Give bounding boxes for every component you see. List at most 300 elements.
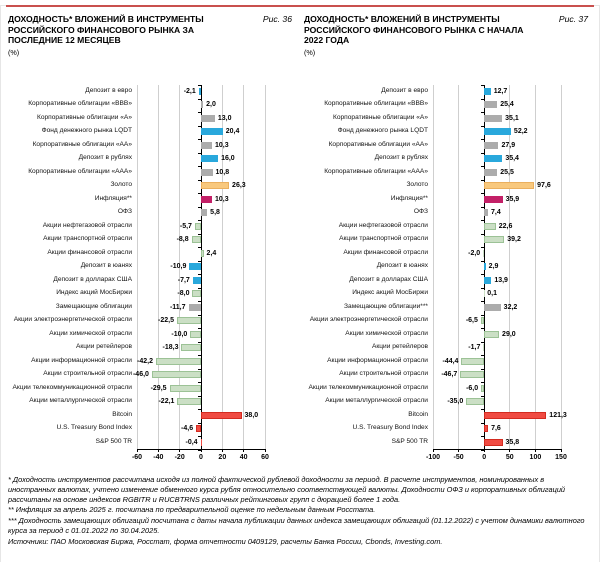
x-axis-tick [243,449,244,452]
value-label: 35,4 [505,155,519,162]
category-label: ОФЗ [413,208,428,216]
x-axis-tick [433,449,434,452]
bar [201,250,204,257]
chart-row [8,287,296,301]
bar [170,385,201,392]
plot-cell [433,112,561,126]
bar [484,277,491,284]
category-label: Bitcoin [408,410,428,418]
plot-cell [137,287,265,301]
category-label: Акции строительной отрасли [43,370,132,378]
chart-row [304,328,592,342]
bar [483,250,484,257]
bar [201,182,229,189]
chart-row [304,85,592,99]
value-label: -44,4 [442,357,459,365]
value-label: 35,9 [505,195,520,203]
value-label: -29,5 [150,384,167,392]
chart-row [304,382,592,396]
x-axis-tick-label: -60 [131,454,143,461]
category-label: Индекс акций МосБиржи [352,289,428,297]
value-label: 121,3 [549,411,567,419]
category-label: Корпоративные облигации «А» [36,113,132,121]
plot-cell [137,341,265,355]
bar [484,101,497,108]
category-label: Акции строительной отрасли [339,370,428,378]
chart-row [8,260,296,274]
bar [190,331,201,338]
x-axis-tick [137,449,138,452]
value-label: 5,8 [210,209,220,216]
chart-row [8,314,296,328]
bar [484,290,485,297]
plot-cell [433,233,561,247]
value-label: -2,0 [468,249,481,257]
chart-row [8,355,296,369]
x-axis-tick [179,449,180,452]
category-label: Инфляция** [390,194,428,202]
chart-row [304,166,592,180]
plot-cell [433,247,561,261]
panel-header [8,14,296,46]
chart-row [304,341,592,355]
value-label: -4,6 [181,425,194,432]
plot-cell [433,179,561,193]
chart-row [304,220,592,234]
value-label: 10,8 [215,168,230,176]
plot-cell [137,422,265,436]
category-label: Акции телекоммуникационной отрасли [12,383,132,391]
value-label: -6,0 [466,384,479,392]
x-axis-tick-label: 60 [261,454,269,461]
plot-cell [137,139,265,153]
plot-cell [137,206,265,220]
bar [461,358,484,365]
x-axis-tick [222,449,223,452]
category-label: Индекс акций МосБиржи [56,289,132,297]
plot-cell [433,395,561,409]
plot-cell [433,274,561,288]
chart-row [304,314,592,328]
bar [484,236,504,243]
value-label: -7,7 [177,276,190,284]
plot-cell [132,368,265,382]
bar [192,290,201,297]
category-label: Корпоративные облигации «ААА» [324,167,428,175]
x-axis-tick-label: 0 [482,454,487,461]
plot-cell [433,328,561,342]
bar [466,398,484,405]
bar [201,142,212,149]
x-axis-tick [201,449,202,452]
plot-cell [137,233,265,247]
category-label: Bitcoin [112,410,132,418]
chart-panel-12-months [8,7,296,467]
bar-chart-12-months [8,85,296,468]
category-label: Корпоративные облигации «АА» [328,140,428,148]
chart-row [8,395,296,409]
bar [484,223,496,230]
value-label: -10,0 [171,330,188,338]
chart-row [8,179,296,193]
plot-cell [137,247,265,261]
plot-cell [137,260,265,274]
category-label: Депозит в евро [85,86,132,94]
category-label: Акции телекоммуникационной отрасли [308,383,428,391]
plot-cell [137,355,265,369]
chart-row [8,247,296,261]
plot-cell [137,98,265,112]
plot-cell [137,314,265,328]
sources-line: Источники: ПАО Московская Биржа, Росстат, форма отчетности 0409129, расчеты Банка России, Cbonds, Investing.com. [8,536,443,546]
bar [481,385,484,392]
bar [484,142,498,149]
bar [481,317,484,324]
bar [199,88,201,95]
category-label: Акции нефтегазовой отрасли [42,221,132,229]
plot-cell [433,382,561,396]
bar [201,128,223,135]
unit-label: (%) [304,47,316,57]
chart-row [8,301,296,315]
x-axis-tick [484,449,485,452]
value-label: 2,9 [488,263,499,270]
plot-cell [433,139,561,153]
plot-cell [137,328,265,342]
chart-row [304,139,592,153]
category-label: S&P 500 TR [95,437,132,445]
category-label: Акции транспортной отрасли [339,235,428,243]
x-axis-tick-label: -50 [453,454,464,461]
bar [484,425,488,432]
plot-cell [433,206,561,220]
value-label: 39,2 [507,236,521,243]
value-label: -42,2 [137,357,153,365]
bar [201,412,242,419]
plot-cell [433,409,567,423]
value-label: 35,8 [505,438,520,446]
value-label: 16,0 [221,155,235,162]
chart-row [304,179,592,193]
value-label: -11,7 [169,303,186,311]
value-label: 12,7 [493,87,508,95]
value-label: -8,0 [177,290,190,297]
category-label: Депозит в рублях [78,154,132,162]
category-label: Корпоративные облигации «ВВВ» [324,100,428,108]
category-label: Корпоративные облигации «ВВВ» [28,100,132,108]
plot-cell [137,193,265,207]
value-label: 13,0 [217,114,232,122]
plot-cell [433,152,561,166]
value-label: -18,3 [162,344,179,351]
category-label: U.S. Treasury Bond Index [56,424,132,432]
category-label: Депозит в юанях [80,262,132,270]
value-label: 38,0 [244,411,259,419]
category-label: Замещающие облигации*** [344,302,428,310]
chart-row [8,166,296,180]
chart-row [304,260,592,274]
bar [484,331,499,338]
category-label: Акции электроэнергетической отрасли [13,316,132,324]
plot-cell [137,301,265,315]
chart-row [304,368,592,382]
category-label: S&P 500 TR [391,437,428,445]
plot-cell [433,220,561,234]
x-axis [425,449,567,467]
x-axis-tick-label: 20 [218,454,227,461]
bar [484,88,491,95]
value-label: -1,7 [468,344,481,351]
bar [484,263,485,270]
category-label: Депозит в рублях [374,154,428,162]
chart-row [8,125,296,139]
value-label: 7,6 [491,425,501,432]
value-label: -5,7 [179,222,192,230]
category-label: Депозит в долларах США [53,275,132,283]
chart-row [304,287,592,301]
chart-row [304,233,592,247]
bar [201,155,218,162]
category-label: Фонд денежного рынка LQDT [41,127,132,135]
value-label: 27,9 [501,141,516,149]
category-label: Корпоративные облигации «АА» [32,140,132,148]
bar [152,371,201,378]
value-label: -46,7 [441,371,458,378]
value-label: 25,4 [500,101,514,108]
category-label: Акции электроэнергетической отрасли [309,316,428,324]
bar [484,155,502,162]
chart-row [8,274,296,288]
category-label: Золото [406,181,428,189]
value-label: 97,6 [537,182,551,189]
category-label: Корпоративные облигации «А» [332,113,428,121]
chart-row [8,368,296,382]
plot-cell [137,395,265,409]
value-label: 32,2 [503,303,518,311]
chart-row [8,152,296,166]
chart-row [304,152,592,166]
category-label: Депозит в юанях [376,262,428,270]
plot-cell [433,422,561,436]
footnote-3: *** Доходность замещающих облигаций посчитана с даты начала публикации данных индекса замещающих облигаций (01.12.2022) с учетом динамики валютного курса за период с 01.01.2022 по 30.04.2025. [8,516,585,535]
value-label: -35,0 [447,398,464,405]
x-axis-tick-label: -40 [153,454,164,461]
category-label: Фонд денежного рынка LQDT [337,127,428,135]
plot-cell [137,125,265,139]
x-axis-tick [535,449,536,452]
plot-cell [137,382,265,396]
plot-cell [137,152,265,166]
chart-row [304,409,592,423]
category-label: Акции транспортной отрасли [43,235,132,243]
category-label: Инфляция** [94,194,132,202]
value-label: 10,3 [214,141,229,149]
footnote-2: ** Инфляция за апрель 2025 г. посчитана по предварительной оценке по недельным данным Росстата. [8,505,376,515]
x-axis-tick-label: -100 [425,454,441,461]
category-label: Депозит в евро [381,86,428,94]
plot-cell [433,260,561,274]
category-label: Акции информационной отрасли [327,356,428,364]
chart-row [304,395,592,409]
x-axis-tick-label: -20 [174,454,185,461]
bar [484,169,497,176]
bar [181,344,201,351]
bar-chart-since-2022 [304,85,592,468]
bar [484,412,546,419]
chart-row [8,422,296,436]
value-label: 52,2 [513,128,528,135]
charts-row [0,7,600,467]
chart-row [8,98,296,112]
x-axis-tick [158,449,159,452]
chart-row [304,247,592,261]
bar [196,425,201,432]
chart-row [8,341,296,355]
bar [189,304,201,311]
unit-label: (%) [8,47,20,57]
value-label: -46,0 [132,371,149,378]
bar [195,223,201,230]
figure-label: Рис. 36 [262,14,292,24]
x-axis-tick-label: 40 [239,454,248,461]
chart-row [8,220,296,234]
category-label: U.S. Treasury Bond Index [352,424,428,432]
chart-rows [304,85,592,450]
category-label: Акции ретейлеров [75,343,132,351]
category-label: Акции ретейлеров [371,343,428,351]
bar [460,371,484,378]
chart-row [8,328,296,342]
chart-row [8,206,296,220]
bar [201,115,215,122]
category-label: Акции металлургической отрасли [29,397,132,405]
bar [484,128,511,135]
plot-cell [137,409,265,423]
bar [201,439,202,446]
chart-row [304,436,592,450]
chart-row [8,85,296,99]
bar [484,209,488,216]
value-label: -0,4 [185,438,198,446]
plot-cell [433,287,561,301]
bar [177,398,201,405]
bar [156,358,201,365]
value-label: 35,1 [505,114,519,122]
chart-panel-since-2022 [304,7,592,467]
bar [192,236,201,243]
bar [201,209,207,216]
value-label: 22,6 [498,222,513,230]
plot-cell [137,179,265,193]
category-label: Акции информационной отрасли [31,356,132,364]
chart-row [304,98,592,112]
bar [189,263,201,270]
plot-cell [433,314,561,328]
bar [193,277,201,284]
chart-rows [8,85,296,450]
page [0,5,600,562]
value-label: 2,4 [206,249,217,257]
chart-row [304,301,592,315]
category-label: ОФЗ [117,208,132,216]
bar [484,439,502,446]
category-label: Золото [110,181,132,189]
category-label: Корпоративные облигации «ААА» [28,167,132,175]
figure-label: Рис. 37 [558,14,588,24]
category-label: Замещающие облигации [55,302,132,310]
chart-row [304,112,592,126]
value-label: -22,1 [158,398,175,405]
category-label: Депозит в долларах США [349,275,428,283]
plot-cell [137,85,265,99]
bar [483,344,484,351]
bar [177,317,201,324]
x-axis-tick [561,449,562,452]
chart-row [8,409,296,423]
footnote-1: * Доходность инструментов рассчитана исходя из полной фактической рублевой доходности за период. В расчете инструментов, номинированных в иностранных валютах, учтено изменение обменного курса рубля относительно соответствующей валюты. Доходности ОФЗ и корпоративных облигаций рассчитаны на основе индексов RGBITR и RUCBTRNS различных рейтинговых групп с дюрацией более 1 года. [8,475,566,504]
category-label: Акции химической отрасли [49,329,132,337]
x-axis-tick-label: 50 [505,454,514,461]
x-axis-tick-label: 150 [555,454,567,461]
chart-row [304,355,592,369]
value-label: 0,1 [487,290,497,297]
chart-row [8,233,296,247]
value-label: -22,5 [158,317,174,324]
plot-cell [137,436,265,450]
bar [201,196,212,203]
category-label: Акции финансовой отрасли [47,248,132,256]
x-axis-tick [509,449,510,452]
plot-cell [433,125,561,139]
chart-row [8,112,296,126]
bar [484,182,534,189]
x-axis-tick-label: 100 [529,454,542,461]
x-axis [131,449,269,467]
category-label: Акции нефтегазовой отрасли [338,221,428,229]
category-label: Акции финансовой отрасли [343,248,428,256]
plot-cell [433,166,561,180]
chart-row [304,125,592,139]
plot-cell [433,368,561,382]
value-label: 13,9 [494,276,508,284]
chart-title: ДОХОДНОСТЬ* ВЛОЖЕНИЙ В ИНСТРУМЕНТЫ РОССИЙСКОГО ФИНАНСОВОГО РЫНКА ЗА ПОСЛЕДНИЕ 12 МЕСЯЦЕВ [8,14,204,45]
plot-cell [433,193,561,207]
plot-cell [433,341,561,355]
plot-cell [433,301,561,315]
plot-cell [433,436,561,450]
chart-title: ДОХОДНОСТЬ* ВЛОЖЕНИЙ В ИНСТРУМЕНТЫ РОССИЙСКОГО ФИНАНСОВОГО РЫНКА С НАЧАЛА 2022 ГОДА [304,14,524,45]
x-axis-tick [458,449,459,452]
chart-row [8,193,296,207]
value-label: 2,0 [206,101,216,108]
bar [201,101,203,108]
chart-row [8,436,296,450]
x-axis-tick [265,449,266,452]
bar [201,169,213,176]
value-label: -10,9 [170,263,187,270]
value-label: 7,4 [490,209,501,216]
chart-row [304,422,592,436]
bar [484,196,502,203]
x-axis-tick-label: 0 [199,454,203,461]
chart-row [304,206,592,220]
chart-row [304,274,592,288]
value-label: 29,0 [502,330,516,338]
x-axis-line [433,449,561,450]
plot-cell [433,85,561,99]
value-label: 25,5 [500,168,514,176]
value-label: 26,3 [232,182,246,189]
